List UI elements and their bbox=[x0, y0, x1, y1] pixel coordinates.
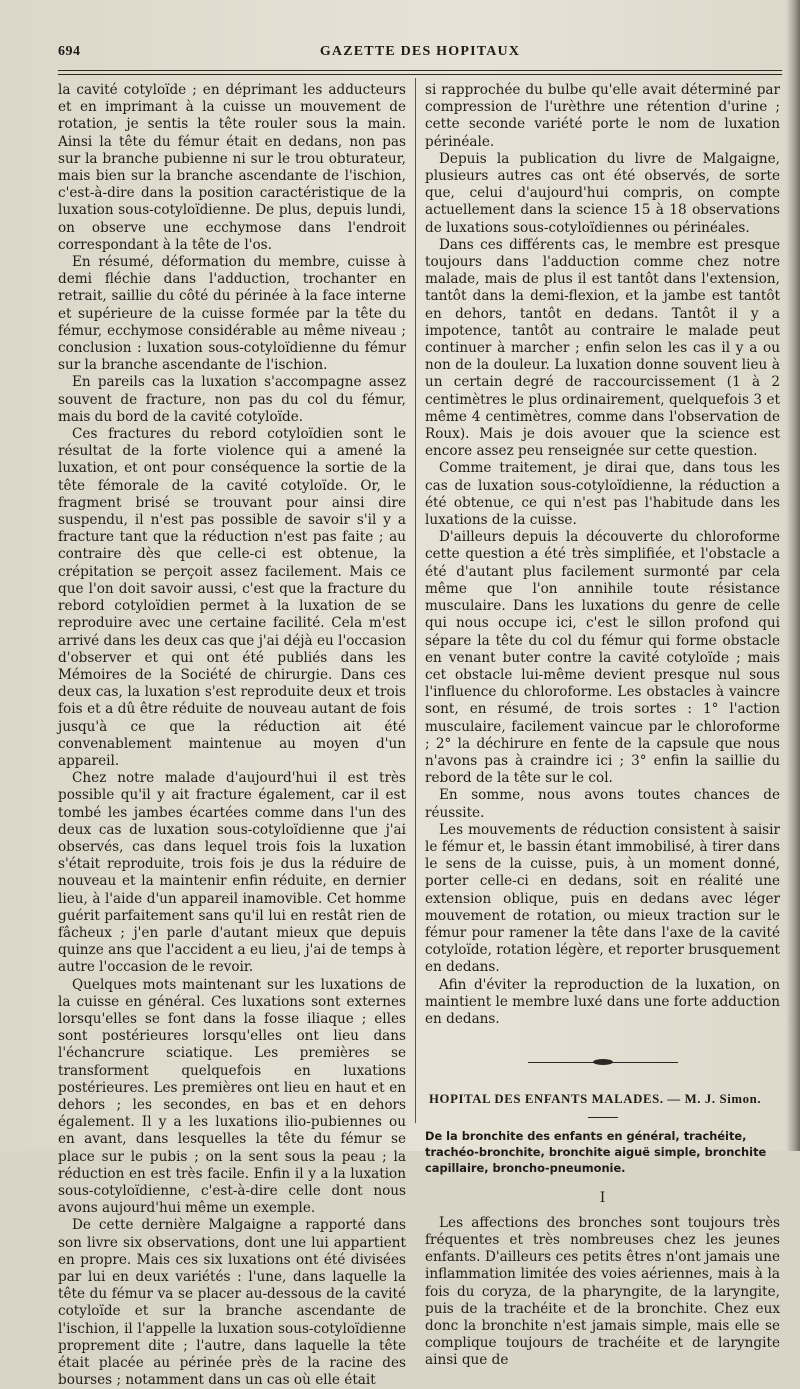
page-header bbox=[58, 44, 782, 64]
binding-shadow bbox=[786, 0, 800, 1151]
section-numeral: I bbox=[599, 1189, 606, 1206]
paragraph: De cette dernière Malgaigne a rapporté dans son livre six observations, dont une lui appartient en propre. Mais ces six luxations ont été divisées par lui en deux variétés : l'une, dans laquelle la tête du fémur va se placer au-dessous de la cavité cotyloïde et sur la branche ascendante de l'ischion, il l'appelle la luxation sous-cotyloïdienne proprement dite ; l'autre, dans laquelle la tête était placée au périnée près de la racine des bourses ; notamment dans un cas où elle était bbox=[58, 1217, 406, 1389]
paragraph: Comme traitement, je dirai que, dans tous les cas de luxation sous-cotyloïdienne, la réduction a été obtenue, ce qui n'est pas l'habitude dans les luxations de la cuisse. bbox=[425, 460, 780, 529]
journal-title: GAZETTE DES HOPITAUX bbox=[319, 44, 521, 59]
section-heading: HOPITAL DES ENFANTS MALADES. — M. J. Simon. bbox=[429, 1092, 762, 1107]
paragraph: En résumé, déformation du membre, cuisse à demi fléchie dans l'adduction, trochanter en retrait, saillie du côté du périnée à la face interne et supérieure de la cuisse formée par la tête du fémur, ecchymose considérable au même niveau ; conclusion : luxation sous-cotyloïdienne du fémur sur la branche ascendante de l'ischion. bbox=[58, 254, 406, 374]
column-divider bbox=[415, 78, 416, 1123]
paragraph: Quelques mots maintenant sur les luxations de la cuisse en général. Ces luxations sont externes lorsqu'elles se font dans la fosse iliaque ; elles sont postérieures lorsqu'elles ont lieu dans l'échancrure sciatique. Les premières se transforment quelquefois en luxations postérieures. Les premières ont lieu en haut et en dehors ; les secondes, en bas et en dehors également. Il y a les luxations ilio-pubiennes ou en avant, dans lesquelles la tête du fémur se place sur le pubis ; on la sent sous la peau ; la réduction en est très facile. Enfin il y a la luxation sous-cotyloïdienne, c'est-à-dire celle dont nous avons aujourd'hui même un exemple. bbox=[58, 976, 406, 1217]
paragraph: Ces fractures du rebord cotyloïdien sont le résultat de la forte violence qui a amené la luxation, et ont pour conséquence la sortie de la tête fémorale de la cavité cotyloïde. Or, le fragment brisé se trouvant pour ainsi dire suspendu, il n'est pas possible de savoir s'il y a fracture tant que la réduction n'est pas faite ; au contraire dès que celle-ci est obtenue, la crépitation se perçoit assez facilement. Mais ce que l'on doit savoir aussi, c'est que la fracture du rebord cotyloïdien permet à la luxation de se reproduire avec une certaine facilité. Cela m'est arrivé dans les deux cas que j'ai déjà eu l'occasion d'observer et qui ont été publiés dans les Mémoires de la Société de chirurgie. Dans ces deux cas, la luxation s'est reproduite deux et trois fois et a dû être réduite de nouveau autant de fois jusqu'à ce que la réduction ait été convenablement maintenue au moyen d'un appareil. bbox=[58, 426, 406, 769]
paragraph: En somme, nous avons toutes chances de réussite. bbox=[425, 787, 780, 821]
article-title: De la bronchite des enfants en général, trachéite, trachéo-bronchite, bronchite aiguë simple, bronchite capillaire, broncho-pneumonie. bbox=[425, 1128, 767, 1175]
paragraph: Chez notre malade d'aujourd'hui il est très possible qu'il y ait fracture également, car il est tombé les jambes écartées comme dans l'un des deux cas de luxation sous-cotyloïdienne que j'ai observés, cas dans lequel trois fois la luxation s'était reproduite, trois fois je dus la réduire de nouveau et la maintenir enfin réduite, en dernier lieu, à l'aide d'un appareil inamovible. Cet homme guérit parfaitement sans qu'il lui en restât rien de fâcheux ; j'en parle d'autant mieux que depuis quinze ans que l'accident a eu lieu, j'ai de temps à autre l'occasion de le revoir. bbox=[58, 770, 406, 976]
right-column bbox=[425, 82, 780, 1370]
paragraph: la cavité cotyloïde ; en déprimant les adducteurs et en imprimant à la cuisse un mouvement de rotation, je sentis la tête rouler sous la main. Ainsi la tête du fémur était en dedans, non pas sur la branche pubienne ni sur le trou obturateur, mais bien sur la branche ascendante de l'ischion, c'est-à-dire dans la position caractéristique de la luxation sous-cotyloïdienne. De plus, depuis lundi, on observe une ecchymose dans l'endroit correspondant à la tête de l'os. bbox=[58, 82, 406, 253]
paragraph: Les affections des bronches sont toujours très fréquentes et très nombreuses chez les jeunes enfants. D'ailleurs ces petits êtres n'ont jamais une inflammation limitée des voies aériennes, mais à la fois du coryza, de la pharyngite, de la laryngite, puis de la trachéite et de la bronchite. Chez eux donc la bronchite n'est jamais simple, mais elle se complique toujours de trachéite et de laryngite ainsi que de bbox=[425, 1214, 780, 1369]
section-ornament bbox=[425, 1054, 780, 1071]
page-number: 694 bbox=[58, 44, 81, 59]
paragraph: D'ailleurs depuis la découverte du chloroforme cette question a été très simplifiée, et l'obstacle a été d'autant plus facilement surmonté par cela même que l'on annihile toute résistance musculaire. Dans les luxations du genre de celle qui nous occupe ici, c'est le sillon profond qui sépare la tête du col du fémur qui forme obstacle en venant buter contre la cavité cotyloïde ; mais cet obstacle lui-même devient presque nul sous l'influence du chloroforme. Les obstacles à vaincre sont, en résumé, de trois sortes : 1° l'action musculaire, facilement vaincue par le chloroforme ; 2° la déchirure en fente de la capsule que nous n'avons pas à craindre ici ; 3° enfin la saillie du rebord de la tête sur le col. bbox=[425, 529, 780, 787]
header-rule-thin bbox=[58, 74, 782, 75]
paragraph: Depuis la publication du livre de Malgaigne, plusieurs autres cas ont été observés, de sorte que, celui d'aujourd'hui compris, on compte actuellement dans la science 15 à 18 observations de luxations sous-cotyloïdiennes ou périnéales. bbox=[425, 150, 780, 236]
left-column bbox=[58, 82, 406, 1389]
paragraph: Les mouvements de réduction consistent à saisir le fémur et, le bassin étant immobilisé, à tirer dans le sens de la cuisse, puis, à un moment donné, porter celle-ci en dedans, soit en réalité une extension oblique, puis en dedans avec léger mouvement de rotation, ou mieux traction sur le fémur pour ramener la tête dans l'axe de la cavité cotyloïde, rotation légère, et reporter brusquement en dedans. bbox=[425, 821, 780, 976]
paragraph: si rapprochée du bulbe qu'elle avait déterminé par compression de l'urèthre une rétention d'urine ; cette seconde variété porte le nom de luxation périnéale. bbox=[425, 82, 780, 150]
heading-rule bbox=[588, 1117, 618, 1118]
paragraph: En pareils cas la luxation s'accompagne assez souvent de fracture, non pas du col du fémur, mais du bord de la cavité cotyloïde. bbox=[58, 374, 406, 425]
header-rule bbox=[58, 70, 782, 71]
paragraph: Dans ces différents cas, le membre est presque toujours dans l'adduction comme chez notre malade, mais de plus il est tantôt dans l'extension, tantôt dans la demi-flexion, et la jambe est tantôt en dehors, tantôt en dedans. Tantôt il y a impotence, tantôt au contraire le malade peut continuer à marcher ; enfin selon les cas il y a ou non de la douleur. La luxation donne souvent lieu à un certain degré de raccourcissement (1 à 2 centimètres le plus ordinairement, quelquefois 3 et même 4 centimètres, comme dans l'observation de Roux). Mais je dois avouer que la science est encore assez peu renseignée sur cette question. bbox=[425, 236, 780, 460]
ornament-rule bbox=[528, 1062, 678, 1063]
paragraph: Afin d'éviter la reproduction de la luxation, on maintient le membre luxé dans une forte adduction en dedans. bbox=[425, 976, 780, 1027]
